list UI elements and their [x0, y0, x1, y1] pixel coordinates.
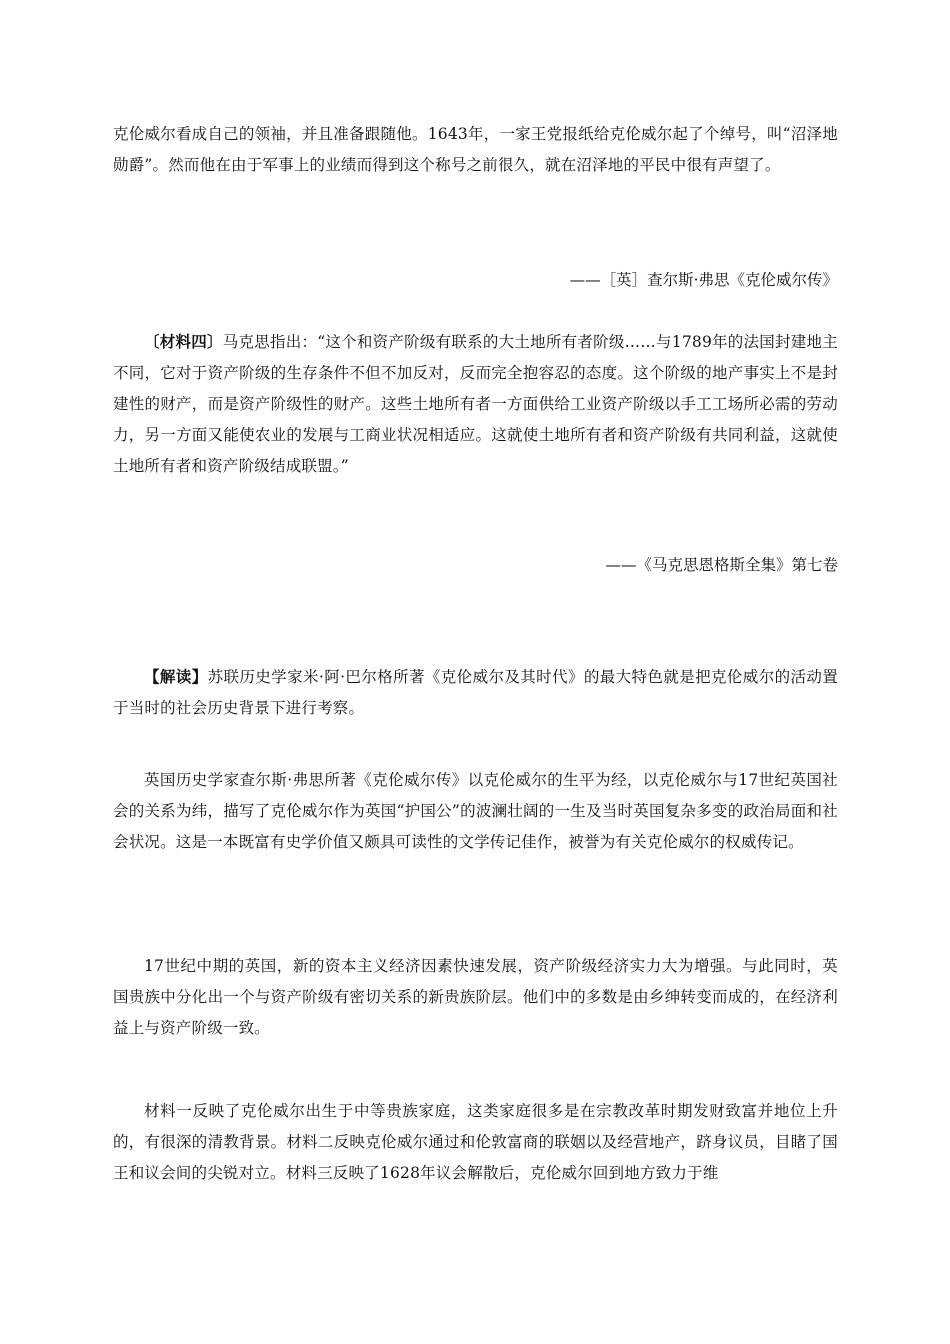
- paragraph-material-four: [113, 326, 838, 482]
- attribution-firth: ——［英］查尔斯·弗思《克伦威尔传》: [569, 271, 838, 289]
- paragraph-continuation: 克伦威尔看成自己的领袖，并且准备跟随他。1643年，一家王党报纸给克伦威尔起了个绰号，叫“沼泽地勋爵”。然而他在由于军事上的业绩而得到这个称号之前很久，就在沼泽地的平民中很有声望了。: [113, 125, 838, 174]
- paragraph-17th-century: 17世纪中期的英国，新的资本主义经济因素快速发展，资产阶级经济实力大为增强。与此同时，英国贵族中分化出一个与资产阶级有密切关系的新贵族阶层。他们中的多数是由乡绅转变而成的，在经济利益上与资产阶级一致。: [113, 957, 838, 1037]
- material-four-label: 〔材料四〕: [144, 332, 223, 351]
- interpretation-label: 【解读】: [144, 667, 208, 686]
- attribution-marx-engels: ——《马克思恩格斯全集》第七卷: [605, 556, 838, 574]
- interpretation-text: 苏联历史学家米·阿·巴尔格所著《克伦威尔及其时代》的最大特色就是把克伦威尔的活动置于当时的社会历史背景下进行考察。: [113, 668, 838, 717]
- paragraph-firth-biography: 英国历史学家查尔斯·弗思所著《克伦威尔传》以克伦威尔的生平为经，以克伦威尔与17世纪英国社会的关系为纬，描写了克伦威尔作为英国“护国公”的波澜壮阔的一生及当时英国复杂多变的政治局面和社会状况。这是一本既富有史学价值又颇具可读性的文学传记佳作，被誉为有关克伦威尔的权威传记。: [113, 771, 838, 851]
- paragraph-materials-summary: 材料一反映了克伦威尔出生于中等贵族家庭，这类家庭很多是在宗教改革时期发财致富并地位上升的，有很深的清教背景。材料二反映克伦威尔通过和伦敦富商的联姻以及经营地产，跻身议员，目睹了国王和议会间的尖锐对立。材料三反映了1628年议会解散后，克伦威尔回到地方致力于维: [113, 1102, 838, 1182]
- paragraph-interpretation: [113, 661, 838, 724]
- material-four-text: 马克思指出：“这个和资产阶级有联系的大土地所有者阶级……与1789年的法国封建地主不同，它对于资产阶级的生存条件不但不加反对，反而完全抱容忍的态度。这个阶级的地产事实上不是封建性的财产，而是资产阶级性的财产。这些土地所有者一方面供给工业资产阶级以手工工场所必需的劳动力，另一方面又能使农业的发展与工商业状况相适应。这就使土地所有者和资产阶级有共同利益，这就使土地所有者和资产阶级结成联盟。”: [113, 333, 838, 475]
